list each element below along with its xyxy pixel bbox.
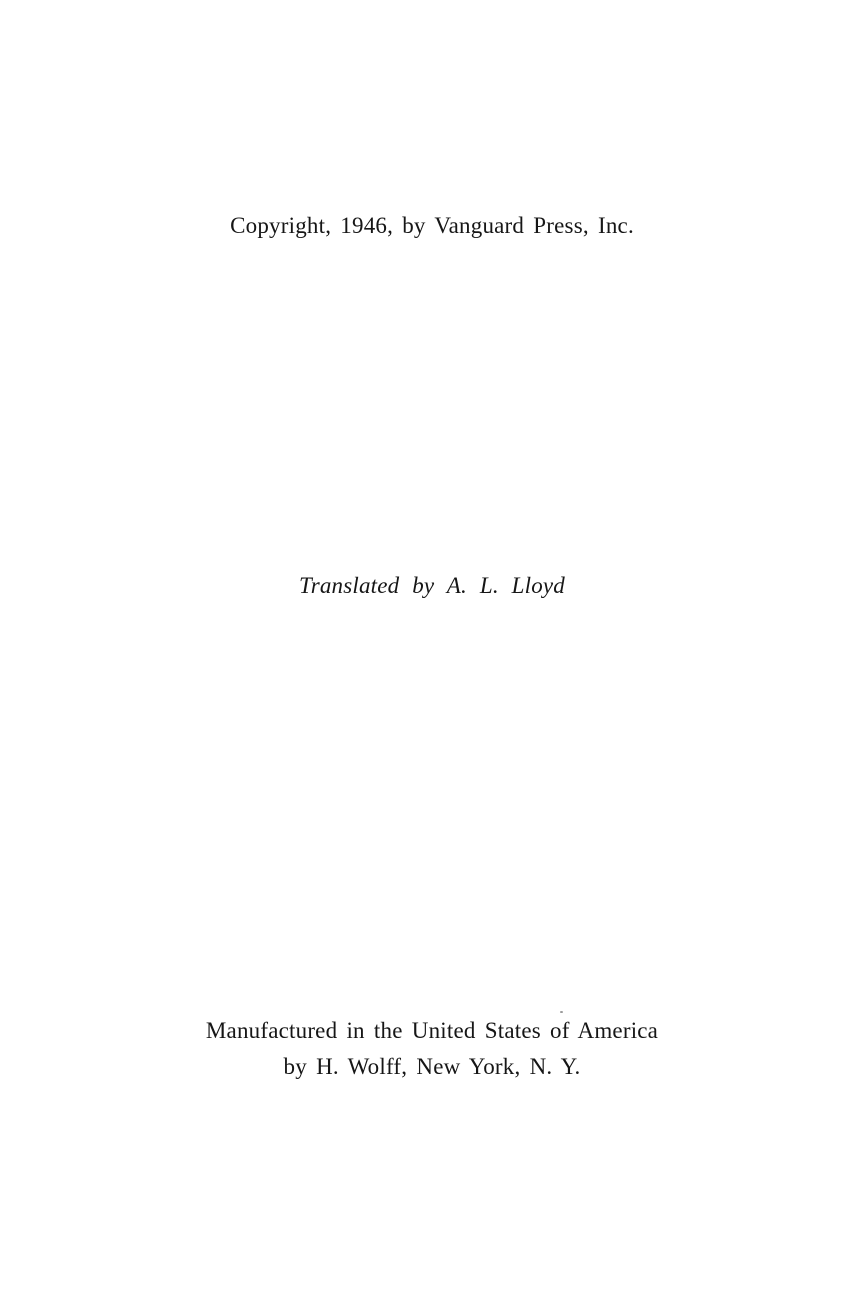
manufacture-notice-line2: by H. Wolff, New York, N. Y.	[283, 1054, 581, 1079]
copyright-notice: Copyright, 1946, by Vanguard Press, Inc.	[230, 213, 634, 238]
scan-artifact-speck	[560, 1011, 563, 1013]
translator-credit: Translated by A. L. Lloyd	[298, 573, 566, 598]
manufacture-notice-line1: Manufactured in the United States of America	[205, 1018, 659, 1043]
